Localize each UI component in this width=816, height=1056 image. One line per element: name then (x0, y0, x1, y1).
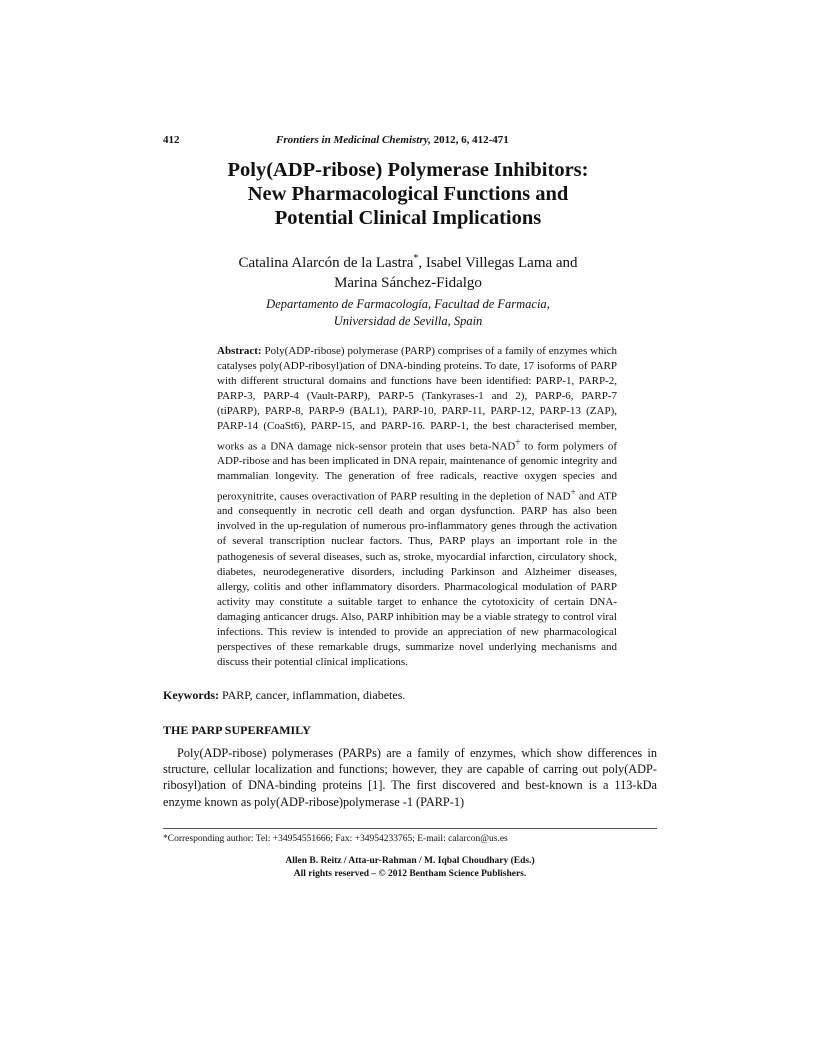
abstract-sup-a: + (515, 436, 521, 447)
author-names-2: , Isabel Villegas Lama and (418, 255, 578, 271)
abstract-text-b: to form polymers of ADP-ribose and has been implicated in DNA repair, maintenance of genomic integrity and mammalian longevity. The generation of free radicals, reactive oxygen species and peroxynitrite, causes overactivation of PARP resulting in the depletion of NAD (217, 440, 618, 503)
author-list (163, 249, 653, 293)
affiliation-line-2: Universidad de Sevilla, Spain (333, 314, 483, 328)
title-line-2: New Pharmacological Functions and (247, 183, 569, 205)
journal-name: Frontiers in Medicinal Chemistry, (276, 134, 431, 146)
author-name-1: Catalina Alarcón de la Lastra (238, 255, 414, 271)
affiliation (163, 296, 653, 330)
keywords (163, 687, 653, 703)
publisher-footer (163, 855, 657, 881)
authors-line-1 (163, 249, 653, 273)
abstract-label: Abstract: (217, 345, 262, 357)
body-paragraph: Poly(ADP-ribose) polymerases (PARPs) are a family of enzymes, which show differences in structure, cellular localization and functions; however, they are capable of carring out poly(ADP-ribosyl)ation of DNA-binding proteins [1]. The first discovered and best-known is a 113-kDa enzyme known as poly(ADP-ribose)polymerase -1 (PARP-1) (163, 746, 657, 809)
copyright-line: All rights reserved – © 2012 Bentham Science Publishers. (293, 869, 527, 879)
footnote-divider (163, 828, 657, 829)
authors-line-2: Marina Sánchez-Fidalgo (334, 275, 482, 291)
corresponding-author-footnote: *Corresponding author: Tel: +34954551666; Fax: +34954233765; E-mail: calarcon@us.es (163, 834, 508, 844)
page-number: 412 (163, 134, 180, 146)
article-title (163, 158, 653, 230)
abstract (217, 344, 617, 670)
affiliation-line-1: Departamento de Farmacología, Facultad de Farmacia, (266, 297, 550, 311)
abstract-text-a: Poly(ADP-ribose) polymerase (PARP) comprises of a family of enzymes which catalyses poly(ADP-ribosyl)ation of DNA-binding proteins. To date, 17 isoforms of PARP with different structural domains and functions have been identified: PARP-1, PARP-2, PARP-3, PARP-4 (Vault-PARP), PARP-5 (Tankyrases-1 and 2), PARP-6, PARP-7 (tiPARP), PARP-8, PARP-9 (BAL1), PARP-10, PARP-11, PARP-12, PARP-13 (ZAP), PARP-14 (CoaSt6), PARP-15, and PARP-16. PARP-1, the best characterised member, works as a DNA damage nick-sensor protein that uses beta-NAD (217, 345, 617, 453)
running-header (276, 134, 509, 146)
title-line-3: Potential Clinical Implications (274, 207, 542, 229)
editors-line: Allen B. Reitz / Atta-ur-Rahman / M. Iqbal Choudhary (Eds.) (285, 856, 535, 866)
abstract-sup-b: + (570, 486, 576, 497)
keywords-text: PARP, cancer, inflammation, diabetes. (219, 688, 406, 702)
abstract-text-c: and ATP and consequently in necrotic cell death and organ dysfunction. PARP has also been involved in the up-regulation of numerous pro-inflammatory genes through the activation of several transcription nuclear factors. Thus, PARP plays an important role in the pathogenesis of several diseases, such as, stroke, myocardial infarction, circulatory shock, diabetes, neurodegenerative disorders, including Parkinson and Alzheimer diseases, allergy, colitis and other inflammatory disorders. Pharmacological modulation of PARP activity may constitute a suitable target to enhance the cytotoxicity of certain DNA-damaging anticancer drugs. Also, PARP inhibition may be a viable strategy to control viral infections. This review is intended to provide an appreciation of new pharmacological perspectives of these remarkable drugs, summarize novel underlying mechanisms and discuss their potential clinical implications. (217, 490, 617, 669)
keywords-label: Keywords: (163, 688, 219, 702)
journal-details: 2012, 6, 412-471 (433, 134, 509, 146)
corresponding-author-mark: * (413, 253, 419, 264)
title-line-1: Poly(ADP-ribose) Polymerase Inhibitors: (227, 159, 589, 181)
section-heading: THE PARP SUPERFAMILY (163, 723, 311, 737)
